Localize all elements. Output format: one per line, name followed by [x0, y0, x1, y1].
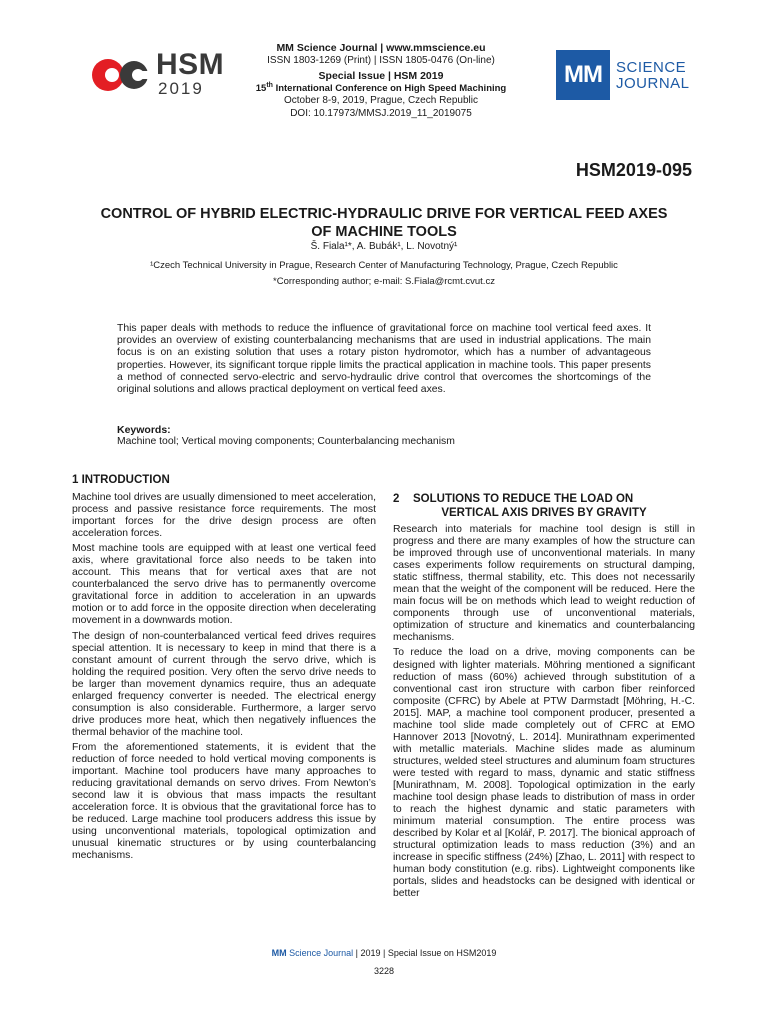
mm-logo-journal: JOURNAL: [616, 75, 690, 92]
journal-header: [245, 42, 517, 120]
conference-line: [245, 83, 517, 96]
paragraph: From the aforementioned statements, it is evident that the reduction of force needed to hold vertical moving components is important. Machine tool producers have many approaches to reducing gravitational demands on servo drives. From Newton’s second law it is obvious that mass impacts the resultant acceleration force. It is obvious that the gravitational force has to be reduced. Large machine tool producers address this issue by using unconventional materials, topological optimization and unusual kinematic structures or by using counterbalancing mechanisms.: [72, 741, 376, 862]
journal-line: MM Science Journal | www.mmscience.eu: [276, 42, 486, 54]
paper-title: [70, 205, 698, 241]
section-1-body: [72, 492, 376, 865]
affiliation: ¹Czech Technical University in Prague, Research Center of Manufacturing Technology, Prague, Czech Republic: [150, 260, 618, 271]
mm-logo-box: MM: [556, 50, 610, 100]
doi-line[interactable]: DOI: 10.17973/MMSJ.2019_11_2019075: [290, 107, 472, 119]
section-2-heading: [393, 492, 695, 520]
issn-line: ISSN 1803-1269 (Print) | ISSN 1805-0476 (On-line): [267, 54, 495, 66]
authors: Š. Fiala¹*, A. Bubák¹, L. Novotný¹: [310, 241, 458, 252]
section-2-number: 2: [393, 493, 400, 505]
mm-logo-science: SCIENCE: [616, 59, 687, 76]
footer-issue: | 2019 | Special Issue on HSM2019: [353, 948, 497, 958]
section-2-heading-line2: VERTICAL AXIS DRIVES BY GRAVITY: [441, 507, 647, 519]
paragraph: The design of non-counterbalanced vertical feed drives requires special attention. It is necessary to keep in mind that there is a constant amount of current through the servo drive, which is holding the required position. Very often the servo drive needs to be larger than movement dynamics require, thus an adequate enlarged frequency converter is needed. The electrical energy consumption is also considerable. Furthermore, a larger servo drive produces more heat, which then negatively influences the thermal behavior of the machine tool.: [72, 630, 376, 738]
conference-number: 15: [255, 82, 267, 94]
mm-logo-words: [616, 60, 690, 92]
keywords-heading: Keywords:: [117, 424, 171, 436]
abstract: This paper deals with methods to reduce the influence of gravitational force on machine tool vertical feed axes. It provides an overview of existing counterbalancing mechanisms that are used in industrial applications. The main focus is on an existing solution that uses a rotary piston hydromotor, which has a number of advantageous properties. However, its significant torque ripple limits the practical application in machine tools. This paper presents a method of connected servo-electric and servo-hydraulic drive control that overcomes the shortcomings of the original solutions and allows practical deployment on vertical feed axes.: [117, 323, 651, 396]
keywords: Machine tool; Vertical moving components; Counterbalancing mechanism: [117, 436, 455, 447]
paragraph: Machine tool drives are usually dimensioned to meet acceleration, process and passive resistance force requirements. The most important forces for the drive design process are often acceleration forces.: [72, 492, 376, 540]
paragraph: To reduce the load on a drive, moving components can be designed with lighter materials. Möhring mentioned a significant reduction of mass (60%) achieved through substitution of a conventional cast iron structure with carbon fiber reinforced composite (CFRC) by Abele at PTW Darmstadt [Möhring, H.-C. 2015]. MAP, a machine tool component producer, presented a machine tool slide made completely out of CFRC at EMO Hannover 2013 [Novotný, L. 2014]. Munirathnam experimented with metallic materials. Machine slides made as aluminum structures, welded steel structures and aluminum foam structures were tested with regard to mass, dynamic and static stiffness [Munirathnam, M. 2008]. Topological optimization in the early machine tool design phase leads to distribution of mass in order to reach the highest dynamic and static parameters with minimum material consumption. The entire process was described by Kolar et al [Kolář, P. 2017]. The bionical approach of structural optimization leads to mass reduction (3%) and an increase in specific stiffness (24%) [Zhao, L. 2011] with respect to human body constitution (e.g. ribs). Lightweight components like portals, slides and headstocks can be designed with identical or better: [393, 647, 695, 900]
footer-science-journal: Science Journal: [289, 948, 354, 958]
paragraph: Research into materials for machine tool design is still in progress and there are many examples of how the structure can be improved through use of unconventional materials. In many cases experiments follow requirements on structural damping, static stiffness, thermal stability, etc. This does not necessarily mean that the weight of the component will be reduced. Here the main focus will be on methods which lead to weight reduction of components through use of unconventional materials, optimization of structure and kinematics and counterbalancing mechanisms.: [393, 524, 695, 644]
mm-science-journal-logo: [556, 50, 696, 100]
paper-id: HSM2019-095: [575, 160, 692, 180]
conference-date: October 8-9, 2019, Prague, Czech Republic: [284, 95, 478, 106]
section-2-heading-line1: SOLUTIONS TO REDUCE THE LOAD ON: [413, 493, 634, 505]
conference-name: International Conference on High Speed Machining: [275, 82, 507, 94]
special-issue-line: Special Issue | HSM 2019: [318, 70, 444, 82]
paper-title-line2: OF MACHINE TOOLS: [311, 224, 457, 240]
hsm-2019-logo: [88, 50, 238, 100]
page-footer: [70, 948, 698, 959]
hsm-logo-text: HSM: [156, 48, 225, 81]
section-2-body: [393, 524, 695, 903]
paragraph: Most machine tools are equipped with at least one vertical feed axis, where gravitational force also needs to be taken into account. This means that for vertical axes that are not counterbalanced the servo drive has to permanently overcome gravitational force in addition to acceleration in an upwards motion or to add force in the opposite direction when decelerating movement in a downwards motion.: [72, 543, 376, 627]
footer-mm: MM: [271, 948, 287, 958]
page-number: 3228: [373, 966, 395, 976]
hsm-logo-year: 2019: [158, 79, 204, 98]
paper-title-line1: CONTROL OF HYBRID ELECTRIC-HYDRAULIC DRIVE FOR VERTICAL FEED AXES: [100, 206, 668, 222]
corresponding-author: *Corresponding author; e-mail: S.Fiala@rcmt.cvut.cz: [273, 276, 495, 287]
section-1-heading: 1 INTRODUCTION: [72, 474, 170, 486]
hsm-logo-mark-icon: [88, 50, 152, 100]
conference-number-suffix: th: [266, 81, 273, 89]
